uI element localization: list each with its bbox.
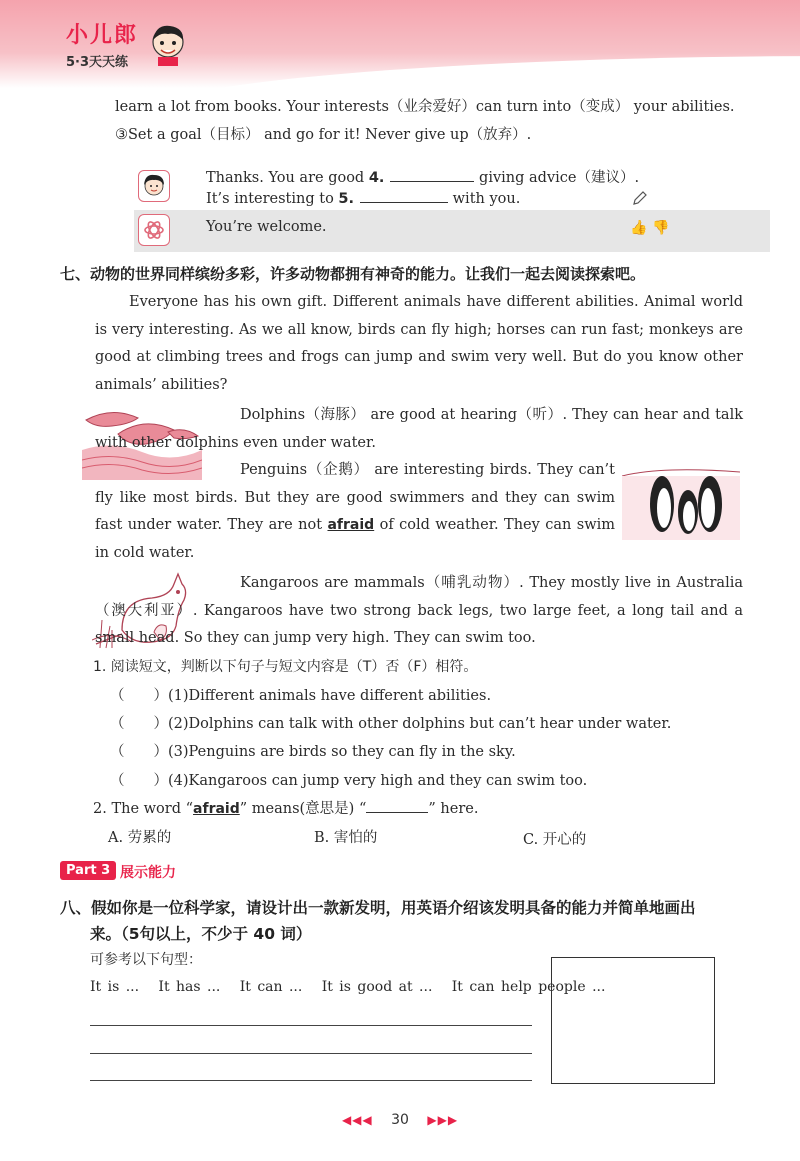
question-1-item-3[interactable]: （ ）(3)Penguins are birds so they can fly in the sky. (110, 744, 516, 760)
blank-5[interactable] (360, 202, 448, 203)
blank-4-number: 4. (368, 170, 385, 186)
ai-bot-icon (138, 214, 170, 246)
blank-4[interactable] (390, 181, 474, 182)
thumbs-down-icon[interactable]: 👎 (652, 220, 670, 236)
section-8-title-line-2: 来。（5句以上，不少于 40 词） (90, 925, 312, 943)
p3-text-after: of cold weather. They can swim in cold water. (95, 517, 616, 561)
writing-line-3[interactable] (90, 1080, 532, 1081)
option-c[interactable]: C. 开心的 (523, 832, 587, 848)
blank-5-number: 5. (338, 191, 355, 207)
section-7-title: 七、动物的世界同样缤纷多彩，许多动物都拥有神奇的能力。让我们一起去阅读探索吧。 (60, 265, 646, 283)
chat-user-text-2b: with you. (448, 191, 521, 207)
thumbs-up-icon[interactable]: 👍 (630, 220, 648, 236)
option-a[interactable]: A. 劳累的 (108, 830, 172, 846)
passage-paragraph-3 (95, 457, 615, 567)
intro-line-1: learn a lot from books. Your interests（业余爱好）can turn into（变成） your abilities. (115, 99, 735, 115)
question-1-item-4[interactable]: （ ）(4)Kangaroos can jump very high and they can swim too. (110, 773, 588, 789)
chat-user-text-1b: giving advice（建议）. (474, 170, 640, 186)
writing-line-2[interactable] (90, 1053, 532, 1054)
option-b[interactable]: B. 害怕的 (314, 830, 378, 846)
question-2 (93, 797, 478, 818)
drawing-box[interactable] (551, 957, 715, 1084)
chat-panel (134, 160, 770, 252)
chat-user-line-2 (206, 191, 520, 207)
chat-bot-row (134, 210, 770, 252)
passage-paragraph-4: Kangaroos are mammals（哺乳动物）. They mostly live in Australia（澳大利亚）. Kangaroos have two strong back legs, two large feet, a long tail and a small head. So they can jump very high. They can swim too. (95, 575, 743, 646)
mascot-icon (148, 22, 188, 66)
series-name: 5·3天天练 (66, 55, 129, 70)
chat-bot-reply: You’re welcome. (206, 219, 327, 235)
q2-text-c: ” here. (428, 801, 479, 817)
chat-user-text-2a: It’s interesting to (206, 191, 339, 207)
right-arrows-icon: ▶▶▶ (427, 1113, 459, 1127)
intro-line-2: ③Set a goal（目标） and go for it! Never give up（放弃）. (115, 127, 532, 143)
passage-paragraph-1: Everyone has his own gift. Different animals have different abilities. Animal world is very interesting. As we all know, birds can fly high; horses can run fast; monkeys are good at climbing trees and frogs can jump and swim very well. But do you know other animals’ abilities? (95, 294, 743, 393)
question-1-item-2[interactable]: （ ）(2)Dolphins can talk with other dolphins but can’t hear under water. (110, 716, 672, 732)
brand-logo (66, 18, 138, 70)
q2-answer-blank[interactable] (366, 812, 428, 813)
edit-icon[interactable] (632, 190, 648, 206)
question-1-title: 1. 阅读短文，判断以下句子与短文内容是（T）否（F）相符。 (93, 659, 478, 675)
hint-label: 可参考以下句型： (90, 952, 202, 968)
word-afraid: afraid (327, 517, 375, 533)
passage-paragraph-2: Dolphins（海豚） are good at hearing（听）. They can hear and talk with other dolphins even under water. (95, 407, 743, 451)
section-8-title-line-1: 八、假如你是一位科学家，请设计出一款新发明，用英语介绍该发明具备的能力并简单地画出 (60, 899, 696, 917)
question-1-item-1[interactable]: （ ）(1)Different animals have different abilities. (110, 688, 492, 704)
user-avatar-icon (138, 170, 170, 202)
brand-name: 小儿郎 (66, 23, 139, 48)
left-arrows-icon: ◀◀◀ (341, 1113, 373, 1127)
part-3-title: 展示能力 (120, 865, 176, 881)
sentence-patterns: It is ... It has ... It can ... It is good at ... It can help people ... (90, 979, 606, 995)
writing-line-1[interactable] (90, 1025, 532, 1026)
q2-text-b: ” means(意思是) “ (239, 801, 367, 817)
chat-user-line-1 (206, 166, 639, 187)
part-3-badge: Part 3 (60, 861, 116, 880)
page-footer (0, 1112, 800, 1128)
q2-word-afraid: afraid (193, 801, 240, 817)
page-number: 30 (391, 1112, 409, 1128)
chat-user-text-1a: Thanks. You are good (206, 170, 369, 186)
p3-text-before: Penguins（企鹅） are interesting birds. They can’t fly like most birds. But they are good swimmers and they can swim fast under water. They are not (95, 462, 615, 533)
penguins-illustration (622, 462, 740, 540)
q2-text-a: 2. The word “ (93, 801, 194, 817)
